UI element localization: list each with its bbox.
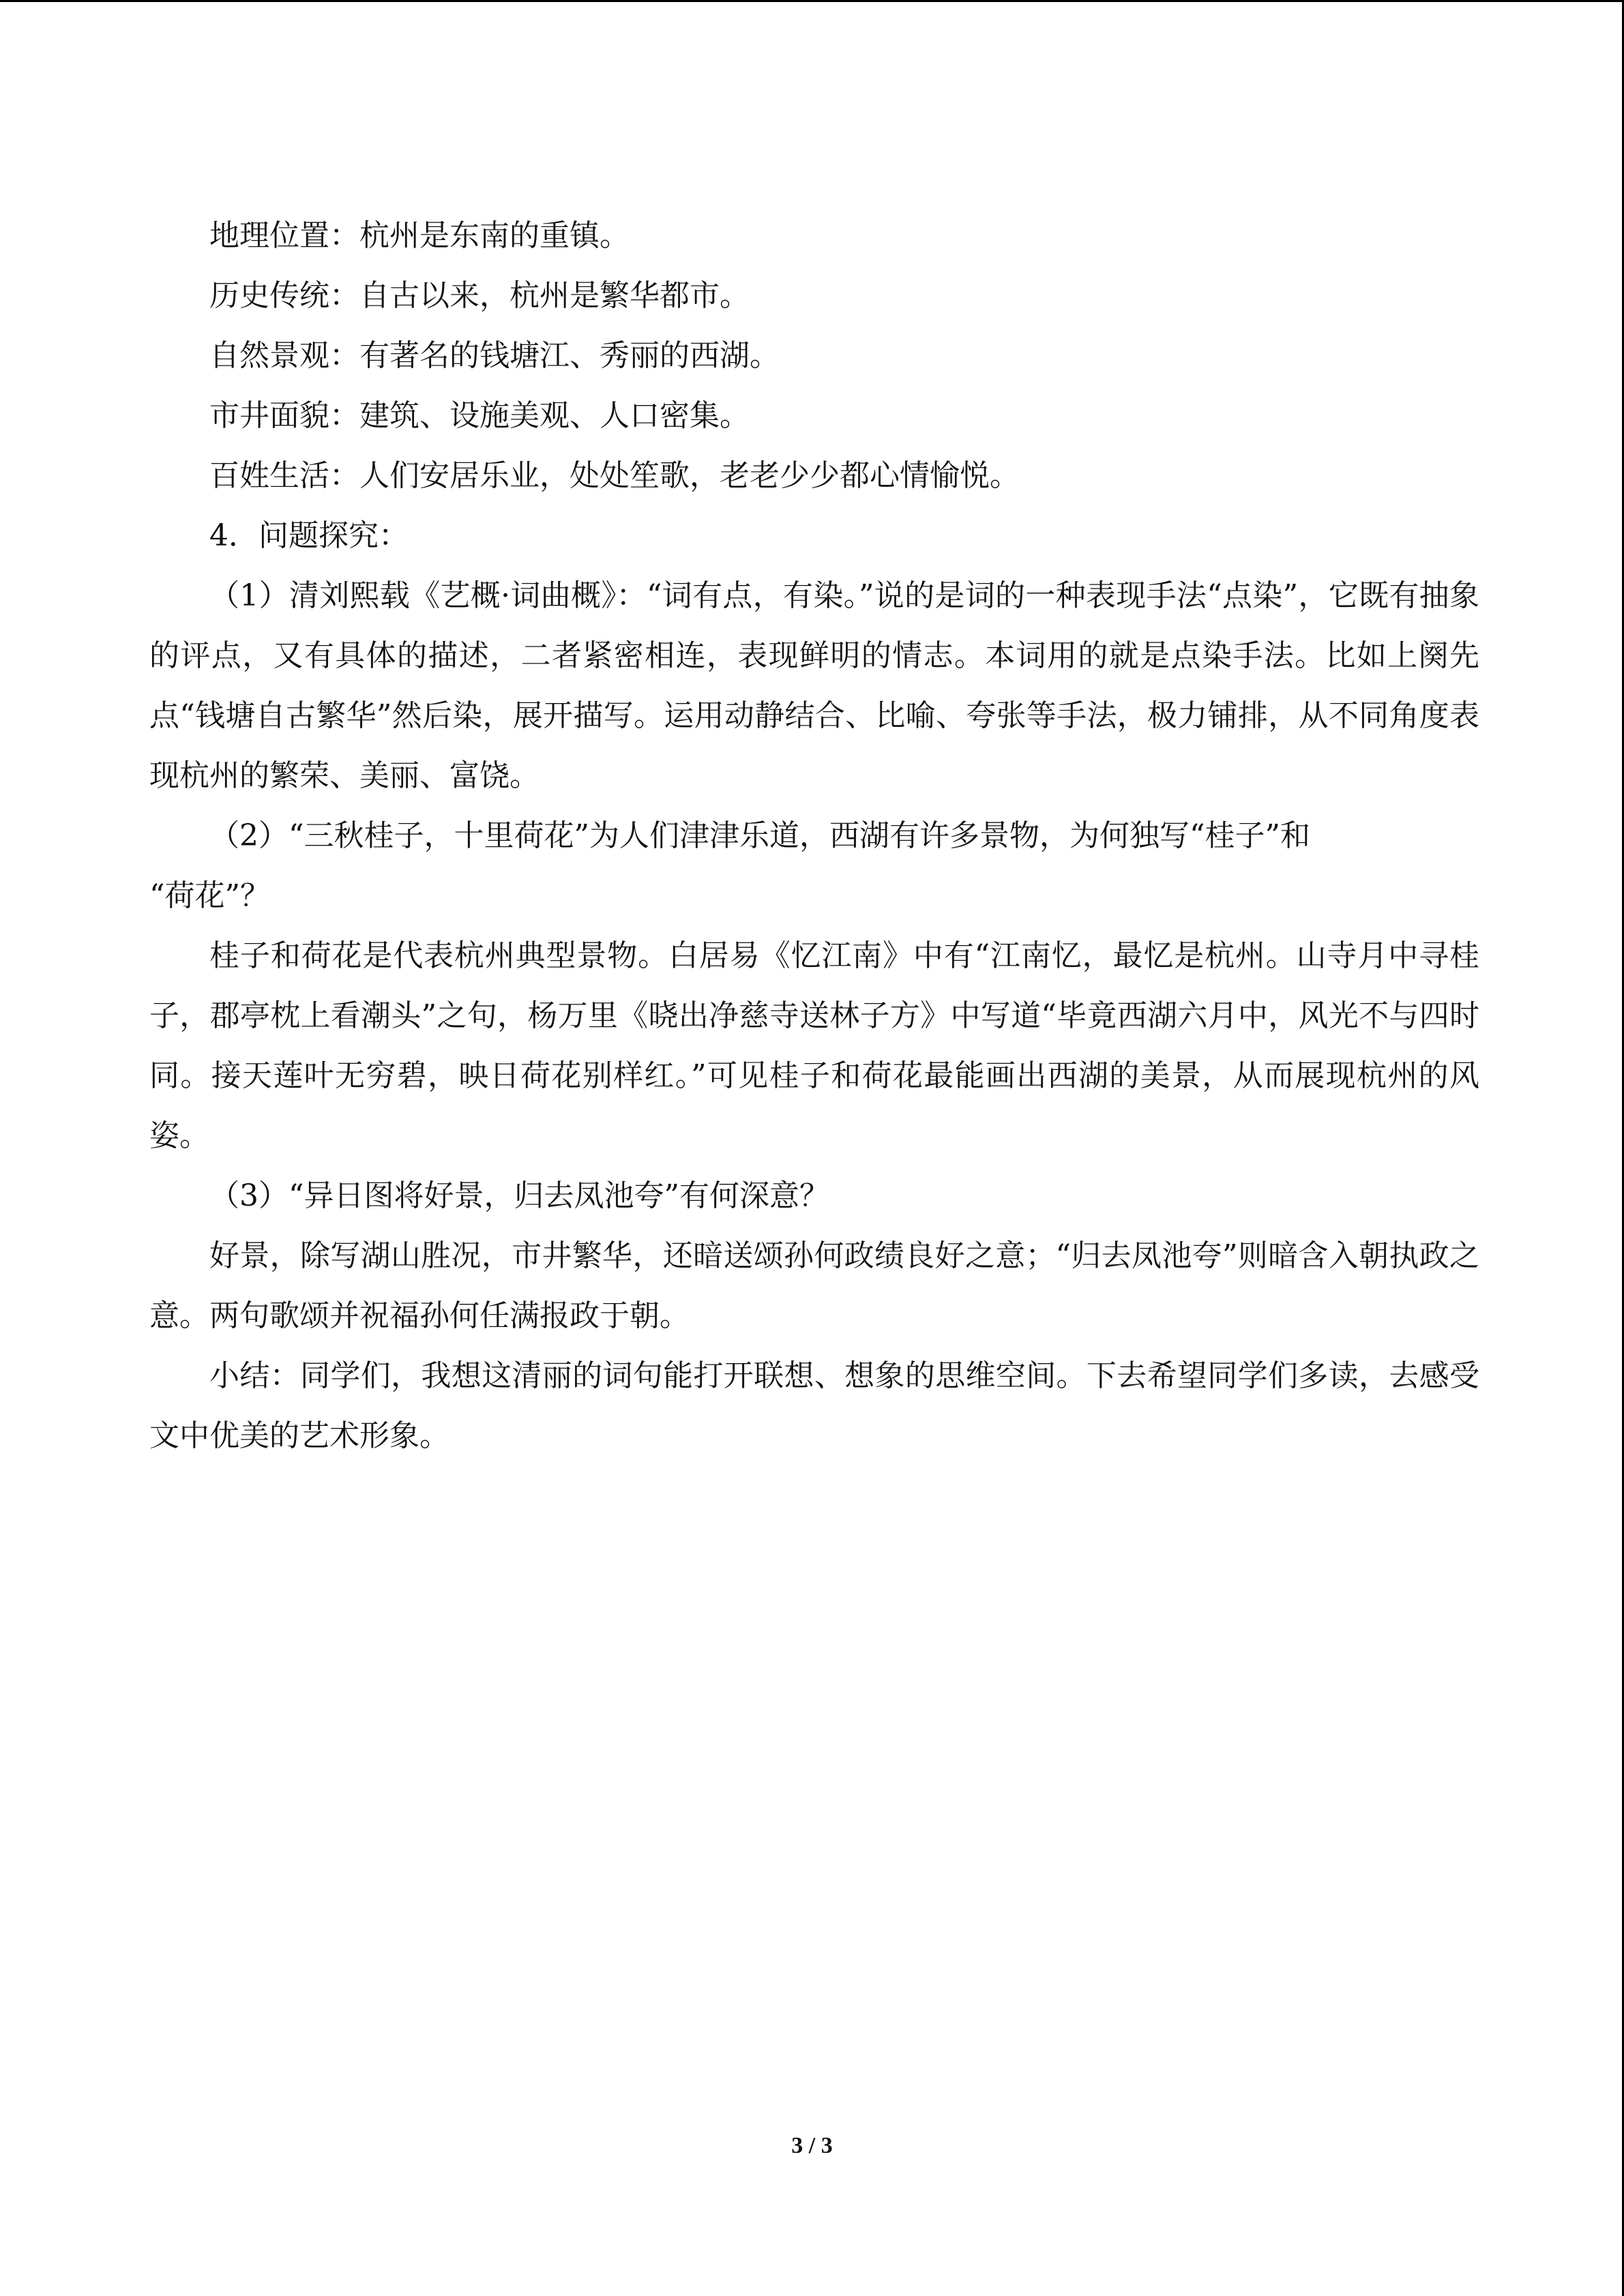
paragraph-answer-3: 好景，除写湖山胜况，市井繁华，还暗送颂孙何政绩良好之意；“归去凤池夸”则暗含入朝执政之意。两句歌颂并祝福孙何任满报政于朝。 xyxy=(149,1238,1479,1333)
paragraph-question-3: （3）“异日图将好景，归去凤池夸”有何深意？ xyxy=(209,1178,829,1213)
paragraph-city: 市井面貌：建筑、设施美观、人口密集。 xyxy=(209,398,750,433)
document-body xyxy=(149,206,1479,1466)
paragraph-question-2-cont: “荷花”？ xyxy=(149,878,270,913)
paragraph-question-1: （1）清刘熙载《艺概·词曲概》：“词有点，有染。”说的是词的一种表现手法“点染”，它既有抽象的评点，又有具体的描述，二者紧密相连，表现鲜明的情志。本词用的就是点染手法。比如上阕先点“钱塘自古繁华”然后染，展开描写。运用动静结合、比喻、夸张等手法，极力铺排，从不同角度表现杭州的繁荣、美丽、富饶。 xyxy=(149,578,1479,793)
paragraph-answer-2: 桂子和荷花是代表杭州典型景物。白居易《忆江南》中有“江南忆，最忆是杭州。山寺月中寻桂子，郡亭枕上看潮头”之句，杨万里《晓出净慈寺送林子方》中写道“毕竟西湖六月中，风光不与四时同。接天莲叶无穷碧，映日荷花别样红。”可见桂子和荷花最能画出西湖的美景，从而展现杭州的风姿。 xyxy=(149,938,1479,1153)
paragraph-people: 百姓生活：人们安居乐业，处处笙歌，老老少少都心情愉悦。 xyxy=(209,458,1020,493)
page-number: 3 / 3 xyxy=(791,2133,833,2158)
section-heading: 4．问题探究： xyxy=(209,518,409,553)
paragraph-summary: 小结：同学们，我想这清丽的词句能打开联想、想象的思维空间。下去希望同学们多读，去感受文中优美的艺术形象。 xyxy=(149,1358,1479,1453)
paragraph-geography: 地理位置：杭州是东南的重镇。 xyxy=(209,218,630,253)
paragraph-nature: 自然景观：有著名的钱塘江、秀丽的西湖。 xyxy=(209,338,780,373)
paragraph-question-2: （2）“三秋桂子，十里荷花”为人们津津乐道，西湖有许多景物，为何独写“桂子”和 xyxy=(209,818,1310,853)
paragraph-history: 历史传统：自古以来，杭州是繁华都市。 xyxy=(209,278,750,313)
